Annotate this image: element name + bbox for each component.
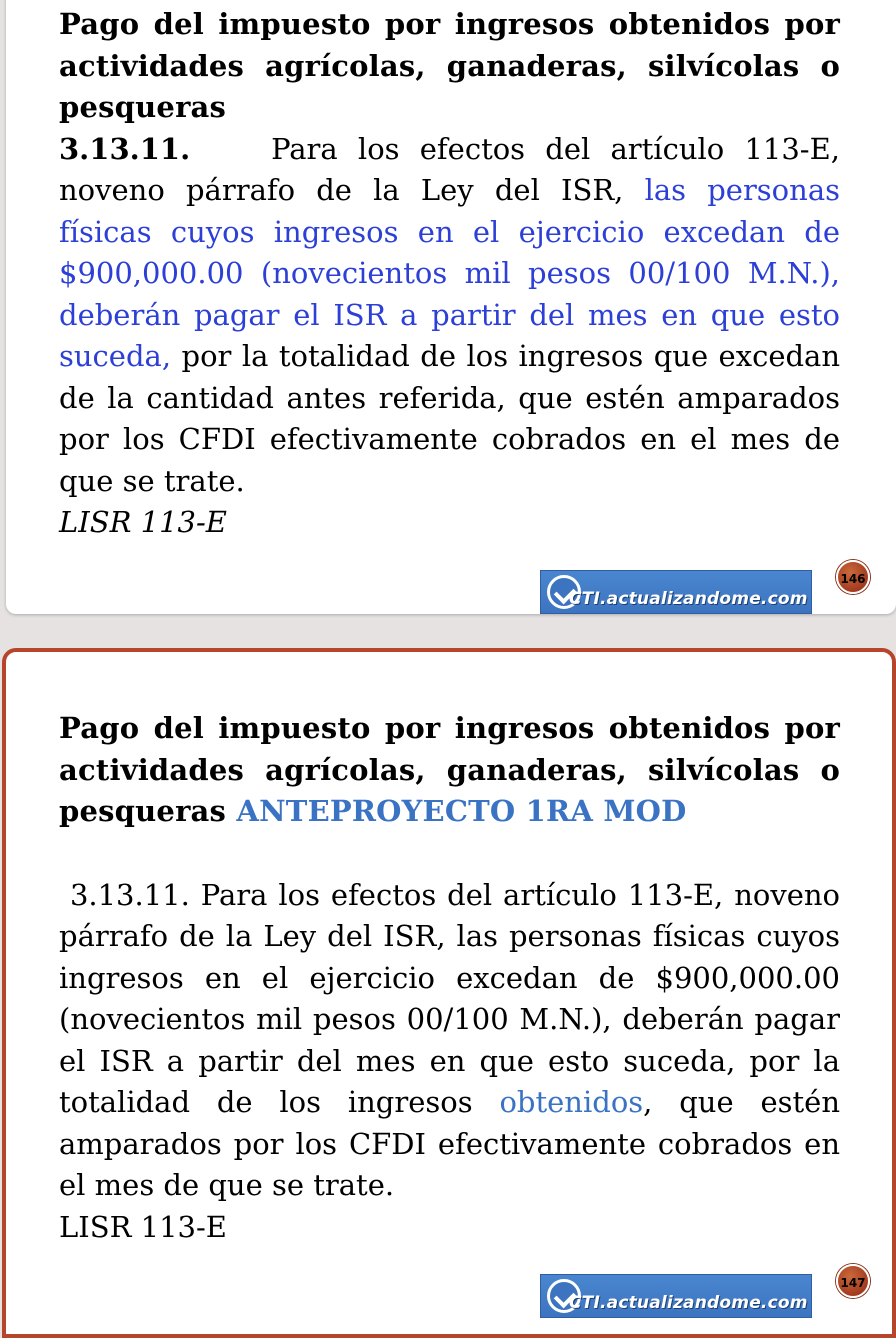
logo-text: CTI.actualizandome.com (569, 1293, 808, 1313)
page-number-badge: 147 (836, 1264, 870, 1298)
slide-147-title (59, 708, 840, 833)
cti-logo (540, 1274, 812, 1318)
rule-text-part-1: 3.13.11. Para los efectos del artículo 113-E, noveno párrafo de la Ley del ISR, las personas físicas cuyos ingresos en el ejercicio excedan de $900,000.00 (novecientos mil pesos 00/100 M.N.), deberán pagar el ISR a partir del mes en que esto suceda, por la totalidad de los ingresos (59, 877, 841, 1119)
slide-146-title: Pago del impuesto por ingresos obtenidos por actividades agrícolas, ganaderas, silvícolas o pesqueras (59, 7, 840, 124)
rule-text-part-2: por la totalidad de los ingresos que excedan de la cantidad antes referida, que estén amparados por los CFDI efectivamente cobrados en el mes de que se trate. (59, 339, 841, 498)
rule-text-highlight: las personas físicas cuyos ingresos en el ejercicio excedan de $900,000.00 (novecientos mil pesos 00/100 M.N.), deberán pagar el ISR a partir del mes en que esto suceda, (59, 173, 840, 373)
slide-147-content (59, 708, 840, 1248)
rule-text-highlight: obtenidos (499, 1085, 644, 1119)
slide-147-title-text: Pago del impuesto por ingresos obtenidos por actividades agrícolas, ganaderas, silvícolas o pesqueras (59, 711, 840, 828)
cti-logo (540, 570, 812, 614)
slide-147-title-highlight: ANTEPROYECTO 1RA MOD (236, 794, 687, 828)
page-number-badge: 146 (836, 560, 870, 594)
logo-text: CTI.actualizandome.com (569, 589, 808, 609)
rule-number: 3.13.11. (59, 131, 191, 166)
slide-146-reference: LISR 113-E (59, 505, 227, 539)
slide-146-content (59, 4, 840, 544)
rule-text-part-2: , que estén amparados por los CFDI efectivamente cobrados en el mes de que se trate. (59, 1085, 840, 1202)
slide-146-rule-text (59, 129, 840, 503)
rule-text-part-1: Para los efectos del artículo 113-E, noveno párrafo de la Ley del ISR, (59, 131, 840, 207)
slide-147-reference: LISR 113-E (59, 1209, 227, 1244)
slide-147-rule-text (59, 875, 840, 1207)
